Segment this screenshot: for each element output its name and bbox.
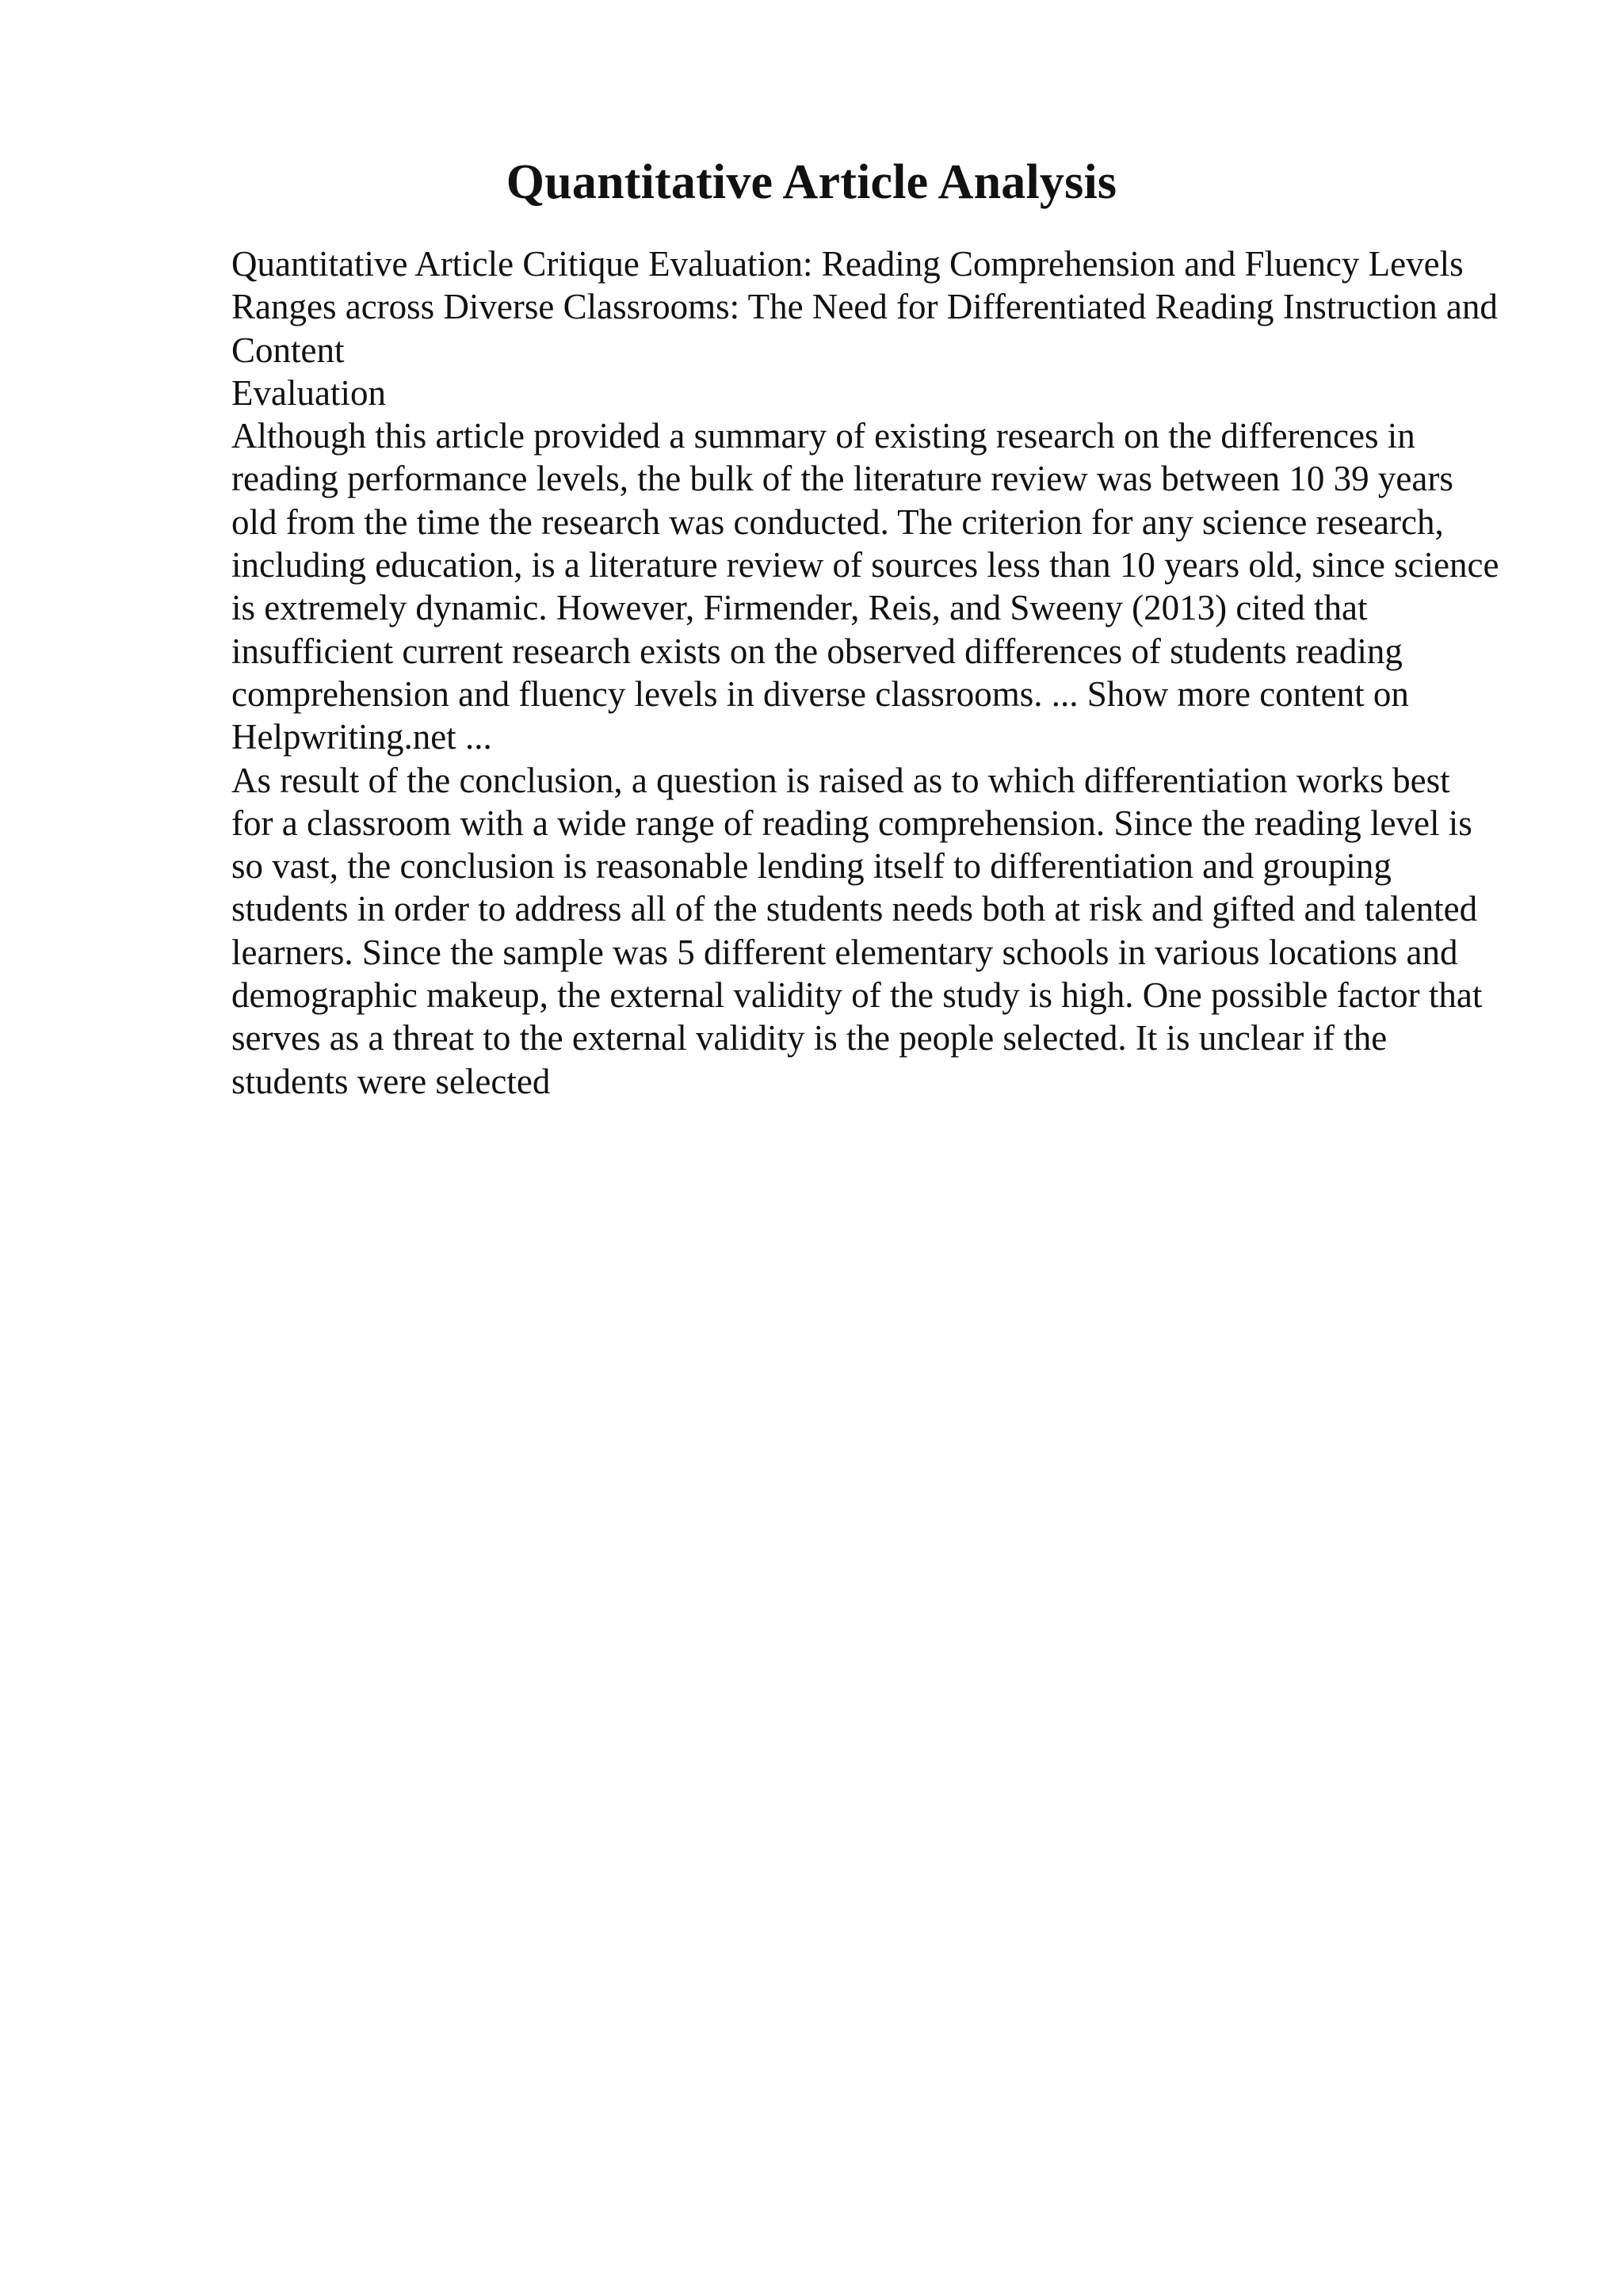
body-paragraph: As result of the conclusion, a question is raised as to which differentiation works best for a classroom with a wide range of reading comprehension. Since the reading level is so vast, the conclusion is reasonable lending itself to differentiation and grouping students in order to address all of the students needs both at risk and gifted and talented learners. Since the sample was 5 different elementary schools in various locations and demographic makeup, the external validity of the study is high. One possible factor that serves as a threat to the external validity is the people selected. It is unclear if the students were selected — [231, 760, 1483, 1101]
article-subtitle: Quantitative Article Critique Evaluation: Reading Comprehension and Fluency Levels Ranges across Diverse Classrooms: The Need for Differentiated Reading Instruction and Content — [231, 244, 1498, 370]
document-title: Quantitative Article Analysis — [506, 155, 1117, 209]
section-heading-evaluation: Evaluation — [231, 372, 386, 413]
document-body — [231, 242, 1499, 1103]
body-paragraph: Although this article provided a summary of existing research on the differences in reading performance levels, the bulk of the literature review was between 10 39 years old from the time the research was conducted. The criterion for any science research, including education, is a literature review of sources less than 10 years old, since science is extremely dynamic. However, Firmender, Reis, and Sweeny (2013) cited that insufficient current research exists on the observed differences of students reading comprehension and fluency levels in diverse classrooms. ... Show more content on Helpwriting.net ... — [231, 416, 1499, 757]
